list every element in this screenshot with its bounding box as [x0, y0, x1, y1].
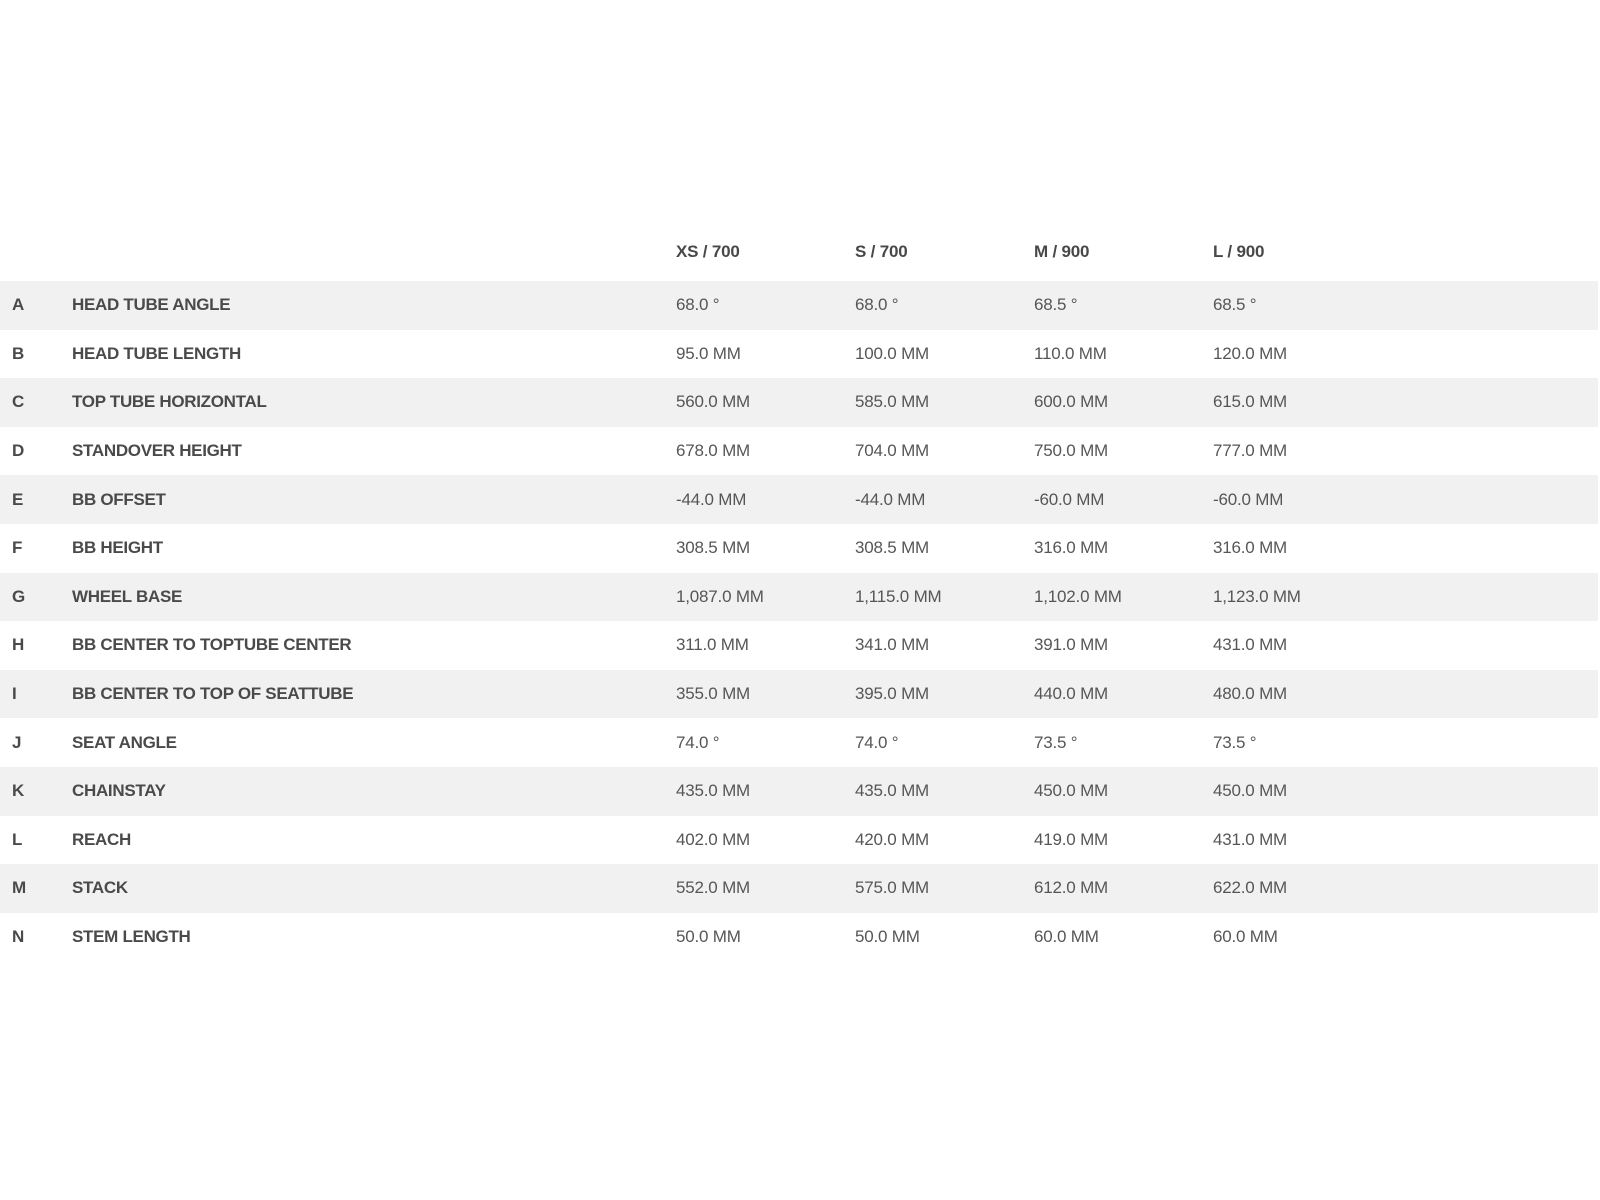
row-filler	[1380, 427, 1598, 476]
cell-value: 419.0 MM	[1034, 829, 1108, 849]
table-body	[0, 281, 1598, 961]
table-row	[0, 864, 1598, 913]
cell-value: 316.0 MM	[1034, 538, 1108, 558]
cell-value: 612.0 MM	[1034, 878, 1108, 898]
cell-value: 402.0 MM	[676, 829, 750, 849]
cell-value: 308.5 MM	[855, 538, 929, 558]
row-letter: M	[12, 878, 26, 898]
row-filler	[1380, 524, 1598, 573]
cell-value: -60.0 MM	[1213, 489, 1284, 509]
row-filler	[1380, 475, 1598, 524]
cell-value: 60.0 MM	[1213, 927, 1278, 947]
cell-value: 1,115.0 MM	[855, 586, 942, 606]
cell-value: 1,087.0 MM	[676, 586, 764, 606]
cell-value: 585.0 MM	[855, 392, 929, 412]
cell-value: 704.0 MM	[855, 441, 929, 461]
cell-value: 74.0 °	[855, 732, 899, 752]
row-letter: I	[12, 684, 17, 704]
cell-value: 480.0 MM	[1213, 684, 1287, 704]
cell-value: 435.0 MM	[855, 781, 929, 801]
cell-value: 615.0 MM	[1213, 392, 1287, 412]
table-row	[0, 475, 1598, 524]
row-letter: A	[12, 295, 25, 315]
row-filler	[1380, 621, 1598, 670]
row-letter: H	[12, 635, 25, 655]
row-letter: L	[12, 829, 23, 849]
row-label: HEAD TUBE LENGTH	[72, 343, 241, 363]
size-column-header: M / 900	[1034, 241, 1090, 261]
row-letter: J	[12, 732, 22, 752]
row-filler	[1380, 281, 1598, 330]
cell-value: 450.0 MM	[1034, 781, 1108, 801]
cell-value: 395.0 MM	[855, 684, 929, 704]
row-filler	[1380, 573, 1598, 622]
cell-value: 440.0 MM	[1034, 684, 1108, 704]
cell-value: 100.0 MM	[855, 343, 929, 363]
cell-value: 431.0 MM	[1213, 829, 1287, 849]
table-row	[0, 330, 1598, 379]
row-filler	[1380, 670, 1598, 719]
cell-value: 341.0 MM	[855, 635, 929, 655]
geometry-table-section	[0, 222, 1598, 961]
cell-value: 110.0 MM	[1034, 343, 1107, 363]
label-column-spacer	[60, 222, 664, 281]
table-row	[0, 573, 1598, 622]
row-filler	[1380, 864, 1598, 913]
size-column-header: XS / 700	[676, 241, 740, 261]
cell-value: 575.0 MM	[855, 878, 929, 898]
row-letter: C	[12, 392, 25, 412]
cell-value: 450.0 MM	[1213, 781, 1287, 801]
cell-value: 68.5 °	[1213, 295, 1257, 315]
cell-value: 95.0 MM	[676, 343, 741, 363]
cell-value: 73.5 °	[1213, 732, 1257, 752]
row-letter: B	[12, 343, 25, 363]
row-label: BB CENTER TO TOP OF SEATTUBE	[72, 684, 354, 704]
row-label: STEM LENGTH	[72, 927, 191, 947]
cell-value: 1,102.0 MM	[1034, 586, 1122, 606]
table-row	[0, 670, 1598, 719]
row-letter: D	[12, 441, 25, 461]
row-label: HEAD TUBE ANGLE	[72, 295, 231, 315]
cell-value: 74.0 °	[676, 732, 720, 752]
cell-value: 600.0 MM	[1034, 392, 1108, 412]
cell-value: 420.0 MM	[855, 829, 929, 849]
row-label: STANDOVER HEIGHT	[72, 441, 242, 461]
cell-value: 435.0 MM	[676, 781, 750, 801]
cell-value: 391.0 MM	[1034, 635, 1108, 655]
row-filler	[1380, 767, 1598, 816]
table-row	[0, 427, 1598, 476]
cell-value: 311.0 MM	[676, 635, 749, 655]
cell-value: 68.0 °	[855, 295, 899, 315]
size-column-header: L / 900	[1213, 241, 1265, 261]
cell-value: 73.5 °	[1034, 732, 1078, 752]
size-column-header: S / 700	[855, 241, 908, 261]
row-filler	[1380, 913, 1598, 962]
table-row	[0, 378, 1598, 427]
row-letter: N	[12, 927, 25, 947]
table-header	[0, 222, 1598, 281]
letter-column-spacer	[0, 222, 60, 281]
cell-value: 308.5 MM	[676, 538, 750, 558]
cell-value: 60.0 MM	[1034, 927, 1099, 947]
table-row	[0, 767, 1598, 816]
geometry-table	[0, 222, 1598, 961]
row-label: BB CENTER TO TOPTUBE CENTER	[72, 635, 352, 655]
cell-value: 560.0 MM	[676, 392, 750, 412]
cell-value: -44.0 MM	[855, 489, 926, 509]
row-letter: G	[12, 586, 26, 606]
row-filler	[1380, 718, 1598, 767]
table-row	[0, 281, 1598, 330]
row-label: BB OFFSET	[72, 489, 166, 509]
header-row	[0, 222, 1598, 281]
row-label: SEAT ANGLE	[72, 732, 177, 752]
table-row	[0, 816, 1598, 865]
header-filler	[1380, 222, 1598, 281]
table-row	[0, 524, 1598, 573]
row-label: WHEEL BASE	[72, 586, 183, 606]
table-row	[0, 913, 1598, 962]
row-letter: F	[12, 538, 23, 558]
cell-value: 316.0 MM	[1213, 538, 1287, 558]
cell-value: 68.5 °	[1034, 295, 1078, 315]
row-filler	[1380, 816, 1598, 865]
row-filler	[1380, 330, 1598, 379]
row-label: CHAINSTAY	[72, 781, 166, 801]
row-label: TOP TUBE HORIZONTAL	[72, 392, 267, 412]
cell-value: 1,123.0 MM	[1213, 586, 1301, 606]
table-row	[0, 621, 1598, 670]
cell-value: 622.0 MM	[1213, 878, 1287, 898]
cell-value: 68.0 °	[676, 295, 720, 315]
cell-value: 355.0 MM	[676, 684, 750, 704]
cell-value: 120.0 MM	[1213, 343, 1287, 363]
row-label: STACK	[72, 878, 128, 898]
row-label: BB HEIGHT	[72, 538, 163, 558]
row-label: REACH	[72, 829, 131, 849]
cell-value: 50.0 MM	[855, 927, 920, 947]
cell-value: 750.0 MM	[1034, 441, 1108, 461]
cell-value: -60.0 MM	[1034, 489, 1105, 509]
cell-value: 777.0 MM	[1213, 441, 1287, 461]
row-letter: K	[12, 781, 25, 801]
cell-value: 50.0 MM	[676, 927, 741, 947]
cell-value: 678.0 MM	[676, 441, 750, 461]
cell-value: 431.0 MM	[1213, 635, 1287, 655]
cell-value: 552.0 MM	[676, 878, 750, 898]
row-filler	[1380, 378, 1598, 427]
table-row	[0, 718, 1598, 767]
row-letter: E	[12, 489, 24, 509]
cell-value: -44.0 MM	[676, 489, 747, 509]
